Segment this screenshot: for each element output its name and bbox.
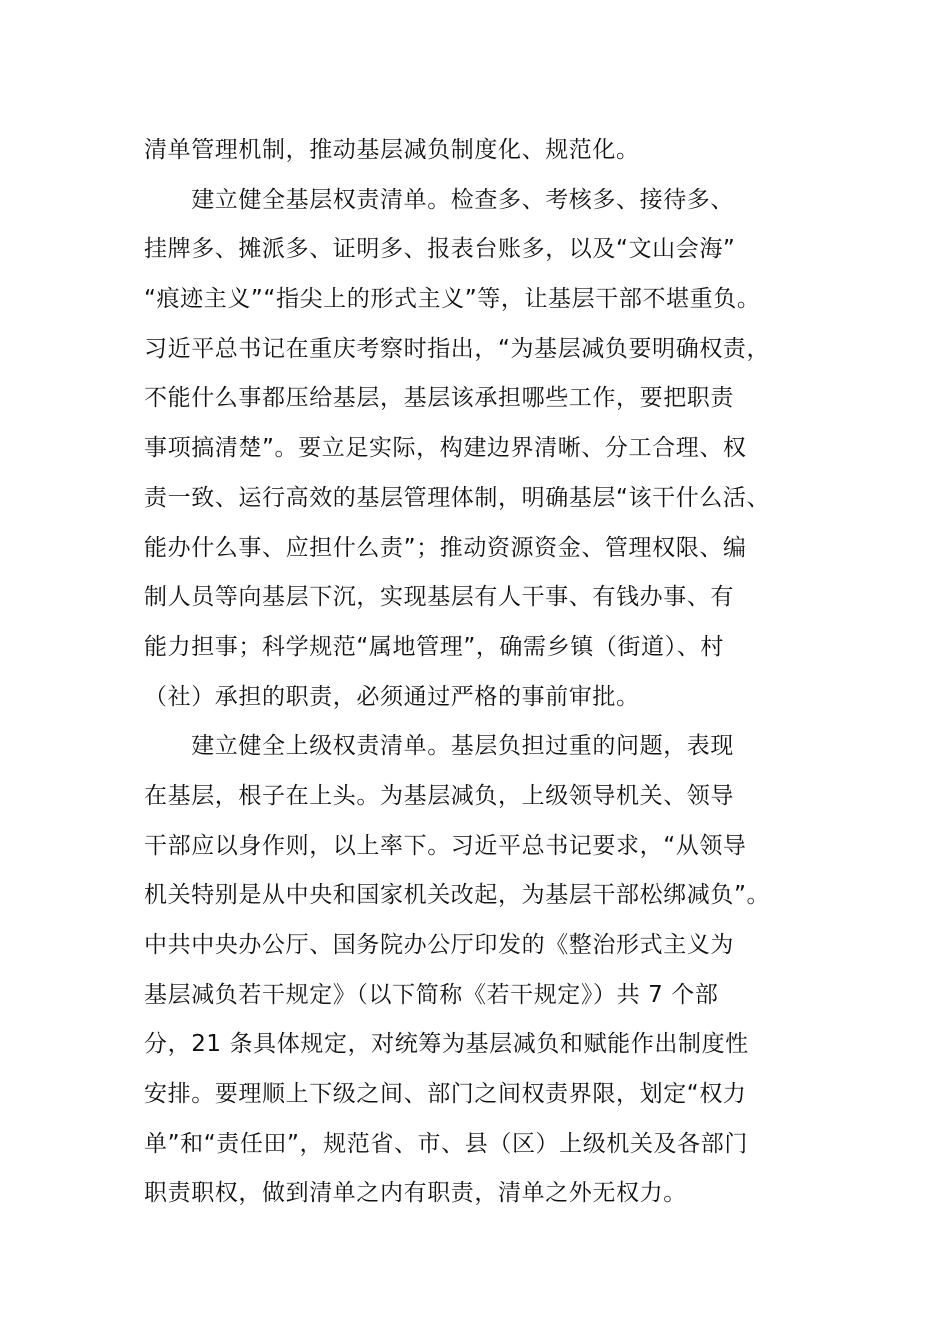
- text-line-17: 中共中央办公厅、国务院办公厅印发的《整治形式主义为: [144, 932, 734, 958]
- text-line-3: 挂牌多、摊派多、证明多、报表台账多，以及“文山会海”: [144, 236, 736, 263]
- text-line-1: 清单管理机制，推动基层减负制度化、规范化。: [144, 137, 640, 163]
- text-line-12: （社）承担的职责，必须通过严格的事前审批。: [144, 683, 640, 710]
- body-text: [144, 126, 844, 1219]
- text-line-18: 基层减负若干规定》（以下简称《若干规定》）共 7 个部: [144, 981, 719, 1008]
- text-line-22: 职责职权，做到清单之内有职责，清单之外无权力。: [144, 1180, 687, 1207]
- text-line-10: 制人员等向基层下沉，实现基层有人干事、有钱办事、有: [144, 584, 734, 611]
- text-line-16: 机关特别是从中央和国家机关改起，为基层干部松绑减负”。: [144, 882, 771, 909]
- text-line-7: 事项搞清楚”。要立足实际，构建边界清晰、分工合理、权: [144, 435, 747, 462]
- text-line-8: 责一致、运行高效的基层管理体制，明确基层“该干什么活、: [144, 484, 771, 511]
- text-line-21: 单”和“责任田”，规范省、市、县（区）上级机关及各部门: [144, 1130, 748, 1157]
- text-line-15: 干部应以身作则，以上率下。习近平总书记要求，“从领导: [144, 832, 747, 859]
- text-line-19: 分，21 条具体规定，对统筹为基层减负和赋能作出制度性: [144, 1031, 749, 1058]
- text-line-11: 能力担事；科学规范“属地管理”，确需乡镇（街道）、村: [144, 633, 724, 660]
- text-line-13: 建立健全上级权责清单。基层负担过重的问题，表现: [144, 733, 734, 760]
- text-line-4: “痕迹主义”“指尖上的形式主义”等，让基层干部不堪重负。: [144, 286, 761, 313]
- text-line-5: 习近平总书记在重庆考察时指出，“为基层减负要明确权责，: [144, 335, 771, 362]
- text-line-6: 不能什么事都压给基层，基层该承担哪些工作，要把职责: [144, 385, 734, 412]
- text-line-14: 在基层，根子在上头。为基层减负，上级领导机关、领导: [144, 782, 734, 809]
- text-line-20: 安排。要理顺上下级之间、部门之间权责界限，划定“权力: [144, 1081, 747, 1108]
- text-line-9: 能办什么事、应担什么责”；推动资源资金、管理权限、编: [144, 534, 747, 561]
- text-line-2: 建立健全基层权责清单。检查多、考核多、接待多、: [144, 186, 734, 213]
